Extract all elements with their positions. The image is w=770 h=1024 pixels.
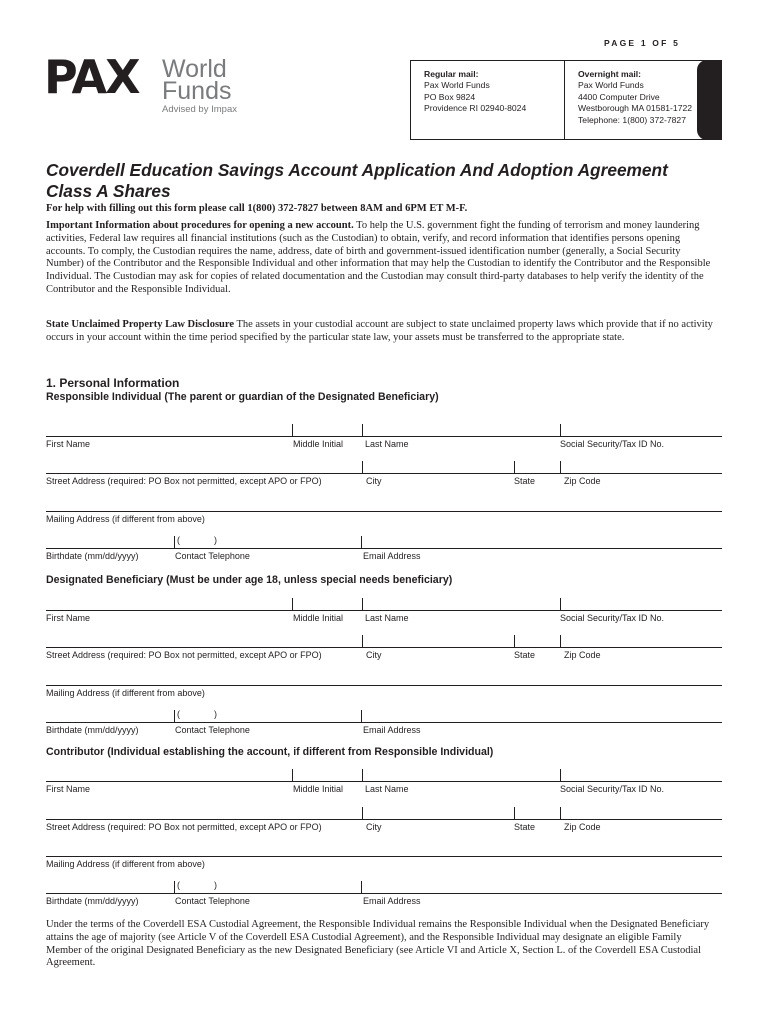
important-body: To help the U.S. government fight the funding of terrorism and money laundering activities, Federal law requires all financial institutions (such as the Custodian) to obtain, verify, and record information that identifies persons opening accounts. To comply, the Custodian requires the name, address, date of birth and government-issued identification number (generally, a Social Security Number) of the Contributor and the Responsible Individual and other information that may help the Custodian to identify the Contributor and the Responsible Individual. The Custodian may ask for copies of related documentation and the Custodian may consult third-party databases to help verify the identity of the Contributor and the Responsible Individual. bbox=[46, 220, 711, 295]
regular-mail-column bbox=[411, 61, 565, 139]
responsible-individual-contact-telephone-label: Contact Telephone bbox=[175, 551, 250, 561]
contributor-last-name-label: Last Name bbox=[365, 784, 409, 794]
designated-beneficiary-ssn-label: Social Security/Tax ID No. bbox=[560, 613, 665, 623]
regular-mail-line: Pax World Funds bbox=[424, 80, 490, 91]
designated-beneficiary-middle-initial-label: Middle Initial bbox=[293, 613, 344, 623]
responsible-individual-city-label: City bbox=[366, 476, 382, 486]
responsible-individual-field-divider bbox=[514, 461, 515, 473]
designated-beneficiary-street-address-label: Street Address (required: PO Box not permitted, except APO or FPO) bbox=[46, 650, 322, 660]
contributor-state-label: State bbox=[514, 822, 536, 832]
contributor-middle-initial-label: Middle Initial bbox=[293, 784, 344, 794]
overnight-mail-line: 4400 Computer Drive bbox=[578, 91, 660, 102]
contributor-contact-telephone-label: Contact Telephone bbox=[175, 896, 250, 906]
responsible-individual-field-divider bbox=[362, 461, 363, 473]
overnight-mail-title: Overnight mail: bbox=[578, 69, 642, 79]
designated-beneficiary-state-label: State bbox=[514, 650, 536, 660]
responsible-individual-field-divider bbox=[362, 424, 363, 436]
overnight-mail-column bbox=[565, 61, 692, 139]
overnight-mail-line: Pax World Funds bbox=[578, 80, 644, 91]
important-lead: Important Information about procedures for opening a new account. bbox=[46, 220, 354, 231]
responsible-individual-field-divider bbox=[361, 536, 362, 548]
designated-beneficiary-name-line[interactable] bbox=[46, 610, 722, 611]
overnight-mail-line: Westborough MA 01581-1722 bbox=[578, 103, 693, 114]
responsible-individual-last-name-label: Last Name bbox=[365, 439, 409, 449]
form-title-line1: Coverdell Education Savings Account Application And Adoption Agreement bbox=[46, 160, 668, 180]
overnight-mail-line: Telephone: 1(800) 372-7827 bbox=[578, 114, 686, 125]
responsible-individual-name-line[interactable] bbox=[46, 436, 722, 437]
responsible-individual-email-address-label: Email Address bbox=[363, 551, 421, 561]
designated-beneficiary-field-divider bbox=[560, 635, 561, 647]
contributor-field-divider bbox=[560, 769, 561, 781]
contributor-first-name-label: First Name bbox=[46, 784, 91, 794]
designated-beneficiary-field-divider bbox=[362, 635, 363, 647]
responsible-individual-birthdate-label: Birthdate (mm/dd/yyyy) bbox=[46, 551, 139, 561]
designated-beneficiary-heading: Designated Beneficiary (Must be under age 18, unless special needs beneficiary) bbox=[46, 574, 453, 586]
responsible-individual-street-address-label: Street Address (required: PO Box not permitted, except APO or FPO) bbox=[46, 476, 322, 486]
contributor-field-divider bbox=[514, 807, 515, 819]
designated-beneficiary-phone-paren-open: ( bbox=[177, 709, 180, 719]
designated-beneficiary-mailing-address-line[interactable] bbox=[46, 685, 722, 686]
contributor-field-divider bbox=[361, 881, 362, 893]
contributor-field-divider bbox=[292, 769, 293, 781]
regular-mail-line: Providence RI 02940-8024 bbox=[424, 103, 527, 114]
contributor-address-line[interactable] bbox=[46, 819, 722, 820]
unclaimed-body: The assets in your custodial account are subject to state unclaimed property laws which provide that if no activity occurs in your account within the time period specified by the particular state law, your assets must be transferred to the appropriate state. bbox=[46, 319, 713, 343]
help-text: For help with filling out this form please call 1(800) 372-7827 between 8AM and 6PM ET M-F. bbox=[46, 203, 468, 214]
responsible-individual-mailing-address-label: Mailing Address (if different from above) bbox=[46, 514, 205, 524]
responsible-individual-zip-code-label: Zip Code bbox=[564, 476, 601, 486]
custodial-agreement-paragraph: Under the terms of the Coverdell ESA Custodial Agreement, the Responsible Individual remains the Responsible Individual when the Designated Beneficiary attains the age of majority (see Article V of the Coverdell ESA Custodial Agreement), and the Responsible Individual may designate an eligible Family Member of the original Designated Beneficiary as the new Designated Beneficiary (see Article VI and Article X, Section L. of the Coverdell ESA Custodial Agreement. bbox=[46, 919, 710, 969]
logo-pax-text: PAX bbox=[44, 50, 139, 104]
contributor-field-divider bbox=[174, 881, 175, 893]
designated-beneficiary-phone-paren-close: ) bbox=[214, 709, 217, 719]
responsible-individual-phone-paren-close: ) bbox=[214, 535, 217, 545]
responsible-individual-middle-initial-label: Middle Initial bbox=[293, 439, 344, 449]
contributor-heading: Contributor (Individual establishing the account, if different from Responsible Individual) bbox=[46, 746, 494, 758]
contributor-mailing-address-line[interactable] bbox=[46, 856, 722, 857]
contributor-field-divider bbox=[362, 769, 363, 781]
logo-world-text: World bbox=[162, 55, 227, 83]
designated-beneficiary-contact-telephone-label: Contact Telephone bbox=[175, 725, 250, 735]
section-heading: 1. Personal Information bbox=[46, 376, 180, 390]
designated-beneficiary-field-divider bbox=[514, 635, 515, 647]
contributor-street-address-label: Street Address (required: PO Box not permitted, except APO or FPO) bbox=[46, 822, 322, 832]
designated-beneficiary-mailing-address-label: Mailing Address (if different from above) bbox=[46, 688, 205, 698]
responsible-individual-contact-line[interactable] bbox=[46, 548, 722, 549]
form-title-line2: Class A Shares bbox=[46, 181, 171, 201]
contributor-email-address-label: Email Address bbox=[363, 896, 421, 906]
contributor-city-label: City bbox=[366, 822, 382, 832]
designated-beneficiary-city-label: City bbox=[366, 650, 382, 660]
responsible-individual-field-divider bbox=[560, 424, 561, 436]
designated-beneficiary-field-divider bbox=[362, 598, 363, 610]
contributor-mailing-address-label: Mailing Address (if different from above) bbox=[46, 859, 205, 869]
designated-beneficiary-first-name-label: First Name bbox=[46, 613, 91, 623]
designated-beneficiary-last-name-label: Last Name bbox=[365, 613, 409, 623]
contributor-name-line[interactable] bbox=[46, 781, 722, 782]
regular-mail-title: Regular mail: bbox=[424, 69, 479, 79]
contributor-ssn-label: Social Security/Tax ID No. bbox=[560, 784, 665, 794]
contributor-phone-paren-close: ) bbox=[214, 880, 217, 890]
unclaimed-lead: State Unclaimed Property Law Disclosure bbox=[46, 319, 235, 330]
responsible-individual-phone-paren-open: ( bbox=[177, 535, 180, 545]
page-number: PAGE 1 OF 5 bbox=[604, 38, 681, 48]
form-title bbox=[46, 160, 726, 202]
designated-beneficiary-field-divider bbox=[174, 710, 175, 722]
mailing-address-box bbox=[410, 60, 711, 140]
designated-beneficiary-field-divider bbox=[361, 710, 362, 722]
contributor-field-divider bbox=[362, 807, 363, 819]
responsible-individual-address-line[interactable] bbox=[46, 473, 722, 474]
designated-beneficiary-address-line[interactable] bbox=[46, 647, 722, 648]
designated-beneficiary-birthdate-label: Birthdate (mm/dd/yyyy) bbox=[46, 725, 139, 735]
page-edge-tab bbox=[697, 60, 722, 140]
responsible-individual-field-divider bbox=[292, 424, 293, 436]
contributor-contact-line[interactable] bbox=[46, 893, 722, 894]
responsible-individual-first-name-label: First Name bbox=[46, 439, 91, 449]
responsible-individual-ssn-label: Social Security/Tax ID No. bbox=[560, 439, 665, 449]
designated-beneficiary-field-divider bbox=[560, 598, 561, 610]
regular-mail-line: PO Box 9824 bbox=[424, 91, 476, 102]
contributor-field-divider bbox=[560, 807, 561, 819]
logo-advised-text: Advised by Impax bbox=[162, 104, 237, 115]
responsible-individual-heading: Responsible Individual (The parent or guardian of the Designated Beneficiary) bbox=[46, 391, 439, 403]
responsible-individual-mailing-address-line[interactable] bbox=[46, 511, 722, 512]
designated-beneficiary-zip-code-label: Zip Code bbox=[564, 650, 601, 660]
responsible-individual-field-divider bbox=[174, 536, 175, 548]
responsible-individual-field-divider bbox=[560, 461, 561, 473]
designated-beneficiary-email-address-label: Email Address bbox=[363, 725, 421, 735]
designated-beneficiary-contact-line[interactable] bbox=[46, 722, 722, 723]
contributor-zip-code-label: Zip Code bbox=[564, 822, 601, 832]
unclaimed-property-paragraph bbox=[46, 319, 718, 345]
logo-funds-text: Funds bbox=[162, 77, 232, 105]
important-information-paragraph bbox=[46, 220, 718, 297]
responsible-individual-state-label: State bbox=[514, 476, 536, 486]
designated-beneficiary-field-divider bbox=[292, 598, 293, 610]
contributor-birthdate-label: Birthdate (mm/dd/yyyy) bbox=[46, 896, 139, 906]
contributor-phone-paren-open: ( bbox=[177, 880, 180, 890]
